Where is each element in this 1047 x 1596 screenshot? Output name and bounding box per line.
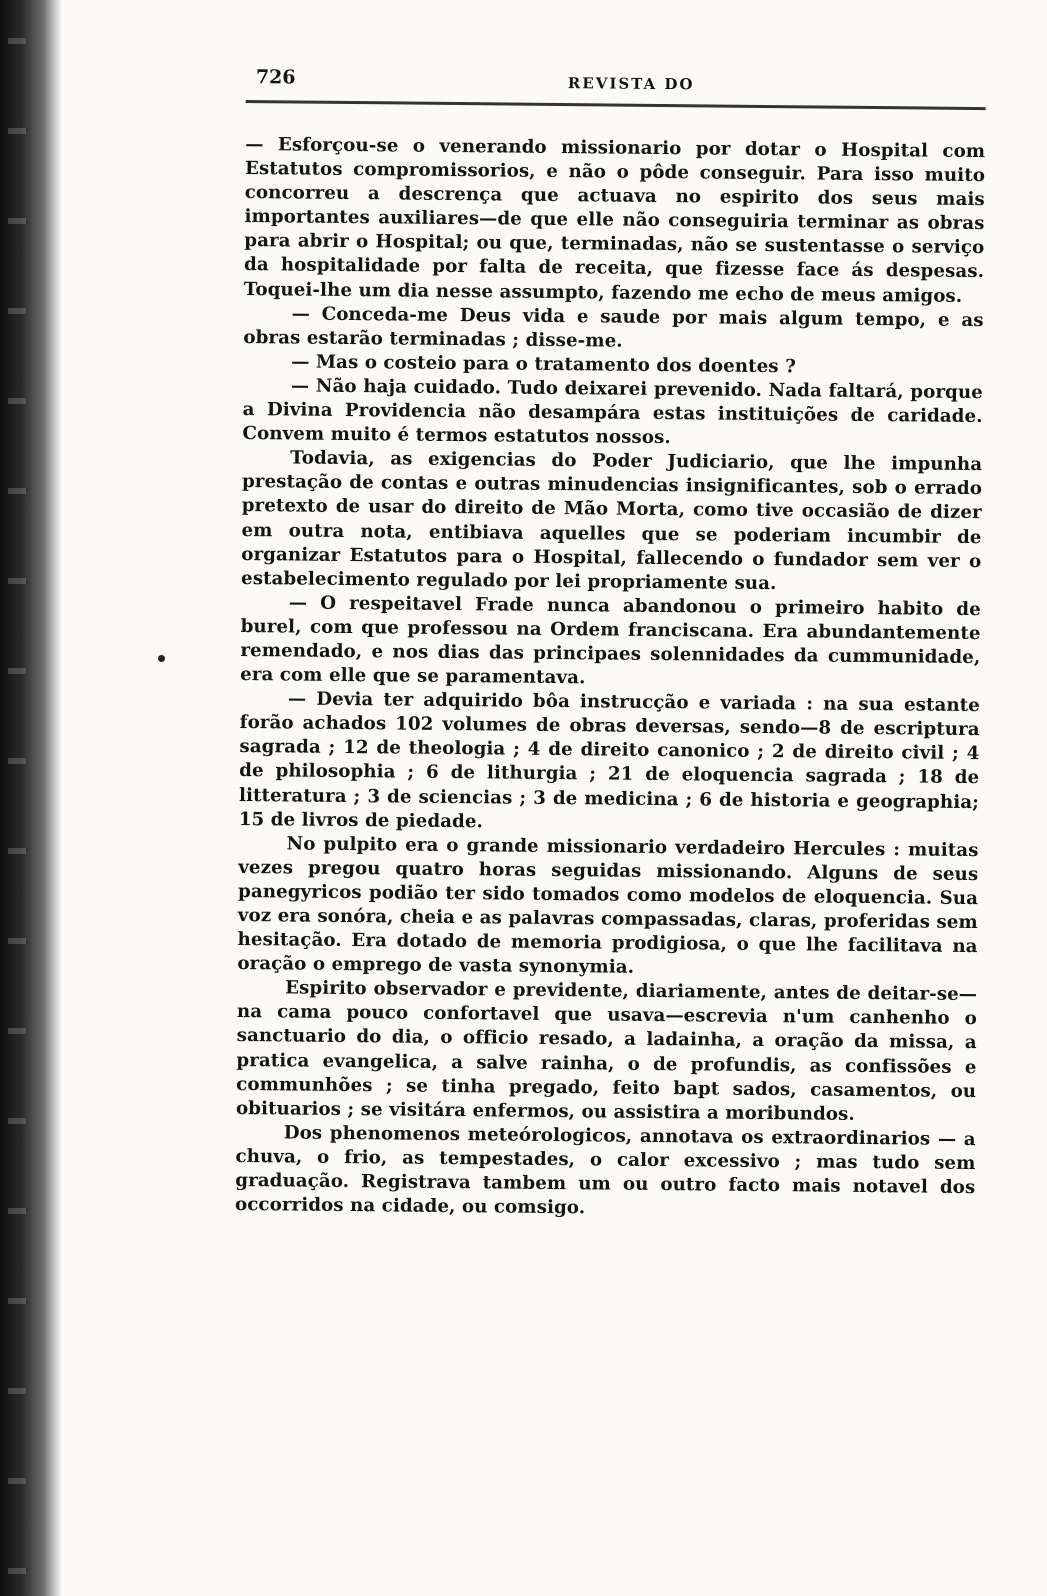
paragraph: Espirito observador e previdente, diariamente, antes de deitar-se—na cama pouco confortavel que usava—escrevia n'um canhenho o sanctuario do dia, o officio resado, a ladainha, a oração da missa, a pratica evangelica, a salve rainha, o de profundis, as confissões e communhões ; se tinha pregado, feito bapt sados, casamentos, ou obituarios ; se visitára enfermos, ou assistira a moribundos. xyxy=(235,977,978,1125)
paragraph: — O respeitavel Frade nunca abandonou o primeiro habito de burel, com que professou na Ordem franciscana. Era abundantemente remendado, e nos dias das principaes solennidades da cummunidade, era com elle que se paramentava. xyxy=(240,592,981,689)
paragraph: — Conceda-me Deus vida e saude por mais algum tempo, e as obras estarão terminadas ; disse-me. xyxy=(243,303,984,352)
ink-dot xyxy=(158,655,165,662)
page-number: 726 xyxy=(255,66,296,89)
paragraph: — Mas o costeio para o tratamento dos doentes ? xyxy=(291,351,796,378)
paragraph: No pulpito era o grande missionario verdadeiro Hercules : muitas vezes pregou quatro horas seguidas missionando. Alguns de seus panegyricos podião ter sido tomados como modelos de eloquencia. Sua voz era sonóra, cheia e as palavras compassadas, claras, proferidas sem hesitação. Era dotado de memoria prodigiosa, o que lhe facilitava na oração o emprego de vasta synonymia. xyxy=(237,833,979,978)
body-text xyxy=(235,133,985,1224)
paragraph: Todavia, as exigencias do Poder Judiciario, que lhe impunha prestação de contas e outras minudencias insignificantes, sob o errado pretexto de usar do direito de Mão Morta, como tive occasião de dizer em outra nota, entibiava aquelles que se poderiam incumbir de organizar Estatutos para o Hospital, fallecendo o fundador sem ver o estabelecimento regulado por lei propriamente sua. xyxy=(240,447,983,594)
book-spine-shadow xyxy=(0,0,62,1596)
paragraph: — Esforçou-se o venerando missionario por dotar o Hospital com Estatutos compromissorios, e não o pôde conseguir. Para isso muito concorreu a descrença que actuava no espirito dos seus mais importantes auxiliares—de que elle não conseguiria terminar as obras para abrir o Hospital; ou que, terminadas, não se sustentasse o serviço da hospitalidade por falta de receita, que fizesse face ás despesas. Toquei-lhe um dia nesse assumpto, fazendo me echo de meus amigos. xyxy=(243,133,986,307)
paragraph: — Não haja cuidado. Tudo deixarei prevenido. Nada faltará, porque a Divina Providencia não desampára estas instituições de caridade. Convem muito é termos estatutos nossos. xyxy=(242,375,984,449)
paragraph: Dos phenomenos meteórologicos, annotava os extraordinarios — a chuva, o frio, as tempestades, o calor excessivo ; mas tudo sem graduação. Registrava tambem um ou outro facto mais notavel dos occorridos na cidade, ou comsigo. xyxy=(234,1122,976,1219)
page-header xyxy=(246,66,986,110)
running-head: REVISTA DO xyxy=(567,74,695,94)
printed-page xyxy=(235,66,986,1224)
paragraph: — Devia ter adquirido bôa instrucção e variada : na sua estante forão achados 102 volumes de obras deversas, sendo—8 de escriptura sagrada ; 12 de theologia ; 4 de direito canonico ; 2 de direito civil ; 4 de philosophia ; 6 de lithurgia ; 21 de eloquencia sagrada ; 18 de litteratura ; 3 de sciencias ; 3 de medicina ; 6 de historia e geographia; 15 de livros de piedade. xyxy=(238,688,980,832)
